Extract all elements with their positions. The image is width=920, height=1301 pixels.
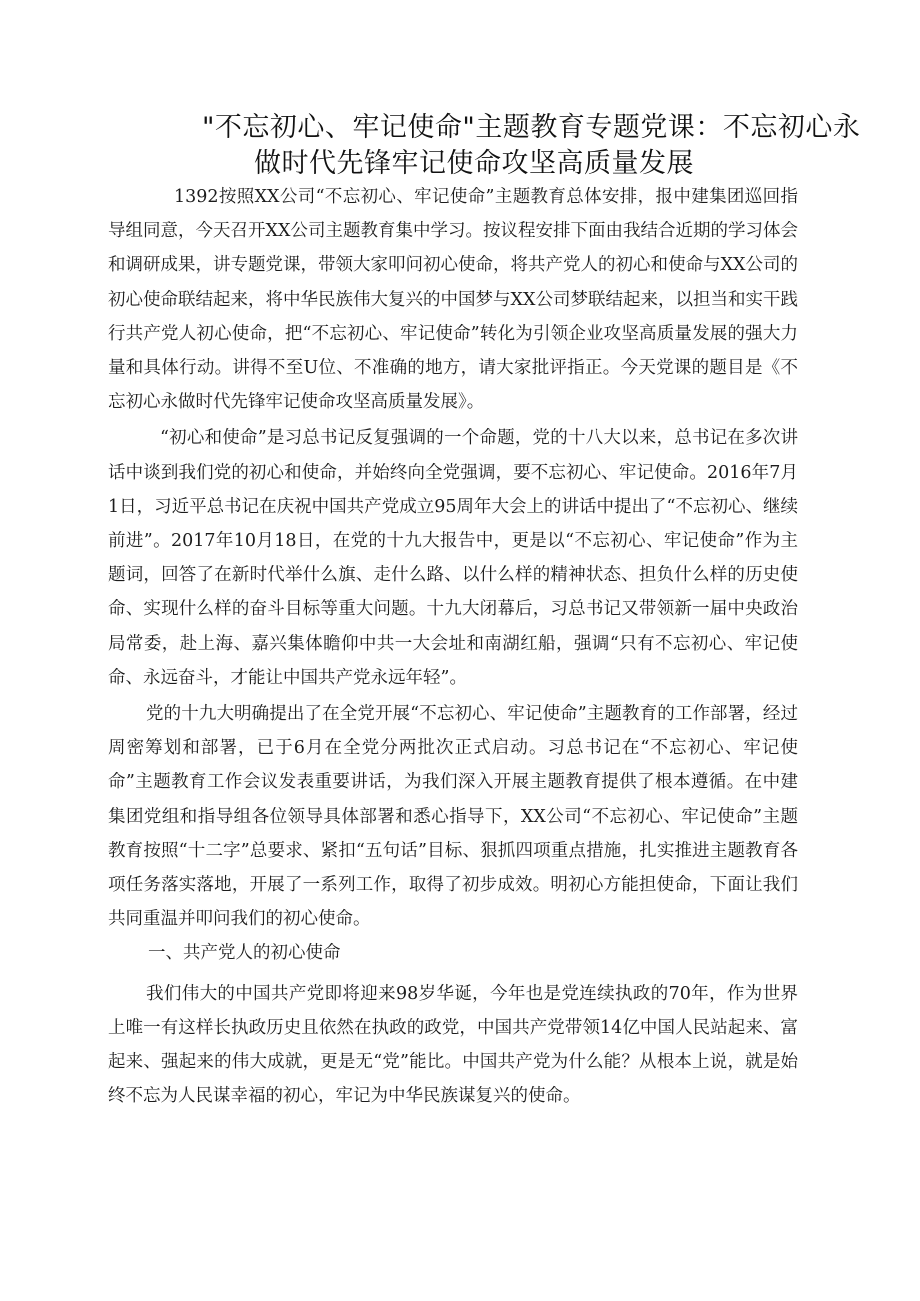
document-body bbox=[108, 180, 798, 1113]
document-title bbox=[150, 110, 861, 182]
title-line-1: "不忘初心、牢记使命"主题教育专题党课：不忘初心永 bbox=[202, 112, 861, 143]
section-heading: 一、共产党人的初心使命 bbox=[148, 943, 341, 964]
section-paragraph: 我们伟大的中国共产党即将迎来98岁华诞，今年也是党连续执政的70年，作为世界上唯一有这样长执政历史且依然在执政的政党，中国共产党带领14亿中国人民站起来、富起来、强起来的伟大成就，更是无“党”能比。中国共产党为什么能？从根本上说，就是始终不忘为人民谋幸福的初心，牢记为中华民族谋复兴的使命。 bbox=[108, 983, 798, 1107]
paragraph-1: 1392按照XX公司“不忘初心、牢记使命”主题教育总体安排，报中建集团巡回指导组同意，今天召开XX公司主题教育集中学习。按议程安排下面由我结合近期的学习体会和调研成果，讲专题党课，带领大家叩问初心使命，将共产党人的初心和使命与XX公司的初心使命联结起来，将中华民族伟大复兴的中国梦与XX公司梦联结起来，以担当和实干践行共产党人初心使命，把“不忘初心、牢记使命”转化为引领企业攻坚高质量发展的强大力量和具体行动。讲得不至U位、不准确的地方，请大家批评指正。今天党课的题目是《不忘初心永做时代先锋牢记使命攻坚高质量发展》。 bbox=[108, 187, 798, 413]
paragraph-3: 党的十九大明确提出了在全党开展“不忘初心、牢记使命”主题教育的工作部署，经过周密筹划和部署，已于6月在全党分两批次正式启动。习总书记在“不忘初心、牢记使命”主题教育工作会议发表重要讲话，为我们深入开展主题教育提供了根本遵循。在中建集团党组和指导组各位领导具体部署和悉心指导下，XX公司“不忘初心、牢记使命”主题教育按照“十二字”总要求、紧扣“五句话”目标、狠抓四项重点措施，扎实推进主题教育各项任务落实落地，开展了一系列工作，取得了初步成效。明初心方能担使命，下面让我们共同重温并叩问我们的初心使命。 bbox=[108, 704, 798, 930]
paragraph-2: “初心和使命”是习总书记反复强调的一个命题，党的十八大以来，总书记在多次讲话中谈到我们党的初心和使命，并始终向全党强调，要不忘初心、牢记使命。2016年7月1日，习近平总书记在庆祝中国共产党成立95周年大会上的讲话中提出了“不忘初心、继续前进”。2017年10月18日，在党的十九大报告中，更是以“不忘初心、牢记使命”作为主题词，回答了在新时代举什么旗、走什么路、以什么样的精神状态、担负什么样的历史使命、实现什么样的奋斗目标等重大问题。十九大闭幕后，习总书记又带领新一届中央政治局常委，赴上海、嘉兴集体瞻仰中共一大会址和南湖红船，强调“只有不忘初心、牢记使命、永远奋斗，才能让中国共产党永远年轻”。 bbox=[108, 428, 798, 688]
title-line-2: 做时代先锋牢记使命攻坚高质量发展 bbox=[254, 148, 694, 179]
